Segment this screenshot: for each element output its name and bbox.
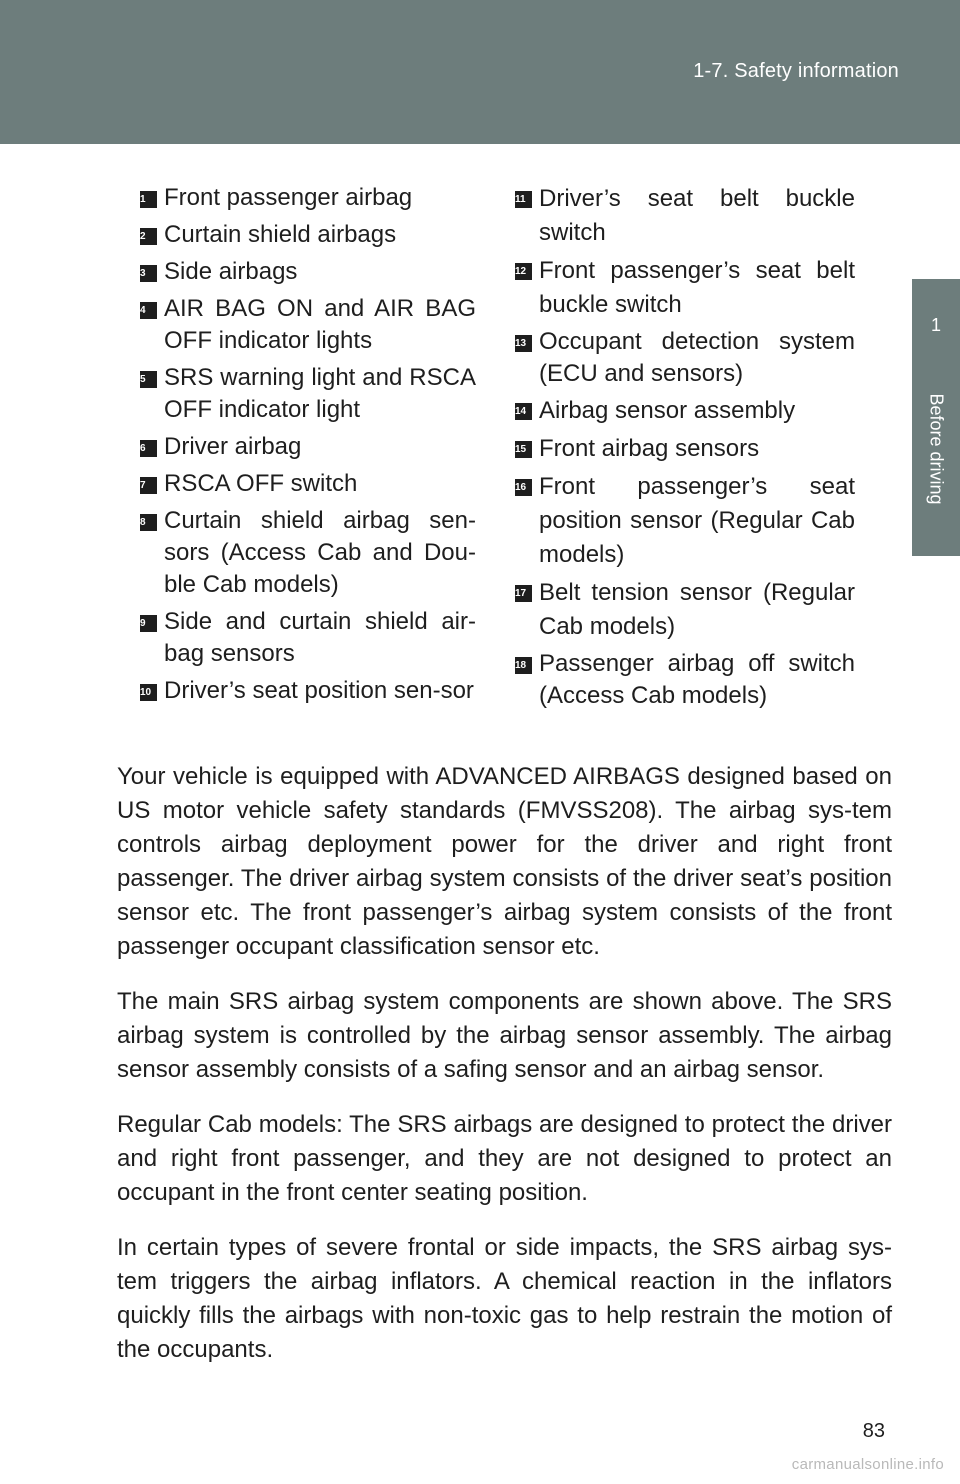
legend-item (140, 219, 476, 251)
item-number-badge: 11 (515, 191, 532, 208)
legend-item (515, 648, 855, 712)
legend-item (515, 182, 855, 250)
legend-item (515, 576, 855, 644)
legend-item (140, 606, 476, 670)
component-legend-left (140, 182, 476, 712)
paragraph: Regular Cab models: The SRS airbags are designed to protect the driver and right front passenger, and they are not designed to protect an occupant in the front center seating position. (117, 1111, 892, 1206)
paragraph: In certain types of severe frontal or side impacts, the SRS airbag sys-tem triggers the airbag inflators. A chemical reaction in the inflators quickly fills the airbags with non-toxic gas to help restrain the motion of the occupants. (117, 1234, 892, 1363)
item-number-badge: 1 (140, 191, 157, 208)
legend-item (515, 470, 855, 572)
legend-item-text: Front airbag sensors (539, 435, 760, 462)
legend-item (515, 394, 855, 428)
legend-item-text: RSCA OFF switch (164, 470, 358, 497)
legend-item-text: Driver airbag (164, 433, 302, 460)
paragraph: The main SRS airbag system components are shown above. The SRS airbag system is controlled by the airbag sensor assembly. The airbag sensor assembly consists of a safing sensor and an airbag sensor. (117, 988, 892, 1083)
item-number-badge: 9 (140, 615, 157, 632)
legend-item (140, 675, 476, 707)
item-number-badge: 18 (515, 657, 532, 674)
legend-item-text: Front passenger’s seat belt buckle switch (539, 257, 855, 318)
chapter-number: 1 (930, 315, 941, 335)
legend-item-text: Driver’s seat belt buckle switch (539, 185, 855, 246)
legend-item (515, 432, 855, 466)
legend-item-text: Side and curtain shield air-bag sensors (164, 608, 476, 667)
item-number-badge: 3 (140, 265, 157, 282)
legend-item-text: Belt tension sensor (Regular Cab models) (539, 579, 855, 640)
page-number: 83 (862, 1420, 885, 1442)
legend-item (140, 431, 476, 463)
item-number-badge: 6 (140, 440, 157, 457)
legend-item-text: Occupant detection system (ECU and sensors) (539, 328, 855, 387)
item-number-badge: 10 (140, 684, 157, 701)
legend-item-text: Front passenger airbag (164, 184, 413, 211)
item-number-badge: 14 (515, 403, 532, 420)
legend-item (140, 256, 476, 288)
body-text (117, 760, 892, 1388)
item-number-badge: 8 (140, 514, 157, 531)
legend-item (515, 254, 855, 322)
section-title: 1-7. Safety information (693, 60, 899, 82)
legend-item (140, 468, 476, 500)
component-legend-right (515, 182, 855, 716)
item-number-badge: 4 (140, 302, 157, 319)
item-number-badge: 16 (515, 479, 532, 496)
legend-item-text: Passenger airbag off switch (Access Cab models) (539, 650, 855, 709)
legend-item-text: Side airbags (164, 258, 298, 285)
legend-item-text: Driver’s seat position sen-sor (164, 677, 474, 704)
legend-item-text: Curtain shield airbags (164, 221, 397, 248)
item-number-badge: 7 (140, 477, 157, 494)
legend-item-text: Front passenger’s seat position sensor (Regular Cab models) (539, 473, 855, 568)
watermark-text: carmanualsonline.info (791, 1456, 944, 1473)
legend-item (515, 326, 855, 390)
legend-item (140, 182, 476, 214)
page-header (0, 0, 960, 144)
legend-item-text: AIR BAG ON and AIR BAG OFF indicator lights (164, 295, 476, 354)
item-number-badge: 13 (515, 335, 532, 352)
legend-item (140, 362, 476, 426)
item-number-badge: 5 (140, 371, 157, 388)
item-number-badge: 15 (515, 441, 532, 458)
legend-item (140, 505, 476, 601)
item-number-badge: 2 (140, 228, 157, 245)
item-number-badge: 17 (515, 585, 532, 602)
chapter-label: Before driving (926, 393, 947, 505)
legend-item-text: Curtain shield airbag sen-sors (Access Cab and Dou-ble Cab models) (164, 507, 476, 598)
legend-item-text: Airbag sensor assembly (539, 397, 796, 424)
item-number-badge: 12 (515, 263, 532, 280)
chapter-side-tab (912, 279, 960, 556)
paragraph: Your vehicle is equipped with ADVANCED AIRBAGS designed based on US motor vehicle safety standards (FMVSS208). The airbag sys-tem controls airbag deployment power for the driver and right front passenger. The driver airbag system consists of the driver seat’s position sensor etc. The front passenger’s airbag system consists of the front passenger occupant classification sensor etc. (117, 763, 892, 960)
legend-item (140, 293, 476, 357)
legend-item-text: SRS warning light and RSCA OFF indicator light (164, 364, 476, 423)
